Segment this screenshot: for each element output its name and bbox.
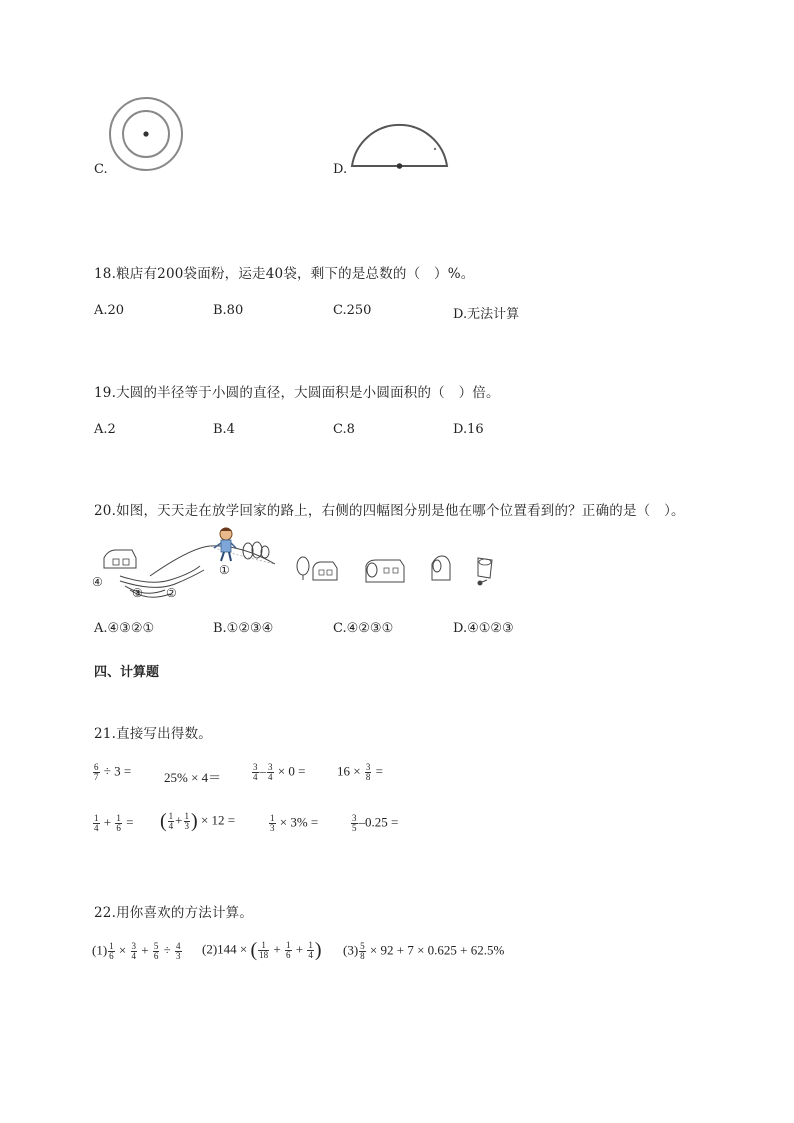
question-22: 22.用你喜欢的方法计算。 [94,905,254,921]
q20-option-a[interactable]: A.④③②① [94,621,155,636]
question-21: 21.直接写出得数。 [94,726,212,742]
q21-expr-5: $\frac{1}{4}$ + $\frac{1}{6}$ = [94,813,134,833]
question-20: 20.如图，天天走在放学回家的路上，右侧的四幅图分别是他在哪个位置看到的？正确的是（ ）。 [94,503,685,519]
view-image-4 [472,554,498,588]
concentric-circles-figure [108,97,184,173]
q20-option-d[interactable]: D.④①②③ [453,621,514,636]
q18-option-a[interactable]: A.20 [94,303,125,318]
q21-expr-3: $\frac{3}{4}$ – $\frac{3}{4}$ × 0 = [253,762,306,782]
semicircle-figure [350,115,450,171]
option-d-label[interactable]: D. [333,162,348,177]
q21-expr-7: $\frac{1}{3}$ × 3% = [270,813,319,833]
q20-option-b[interactable]: B.①②③④ [213,621,274,636]
q19-option-b[interactable]: B.4 [213,422,235,437]
position-label-4: ④ [92,575,103,589]
position-label-1: ① [219,563,230,577]
q19-option-c[interactable]: C.8 [333,422,355,437]
q18-option-c[interactable]: C.250 [333,303,372,318]
q19-option-a[interactable]: A.2 [94,422,116,437]
question-19: 19.大圆的半径等于小圆的直径，大圆面积是小圆面积的（ ）倍。 [94,385,500,401]
q21-expr-8: $\frac{3}{5}$ –0.25 = [352,813,399,833]
q22-problem-1: (1) $\frac{1}{6}$ × $\frac{3}{4}$ + $\frac{5}{6}$ ÷ $\frac{4}{3}$ [92,941,181,961]
q21-expr-1: $\frac{6}{7}$ ÷ 3 = [94,762,132,782]
section-title: 四、计算题 [94,665,160,680]
q22-problem-2: (2)144 × ( $\frac{1}{18}$ + $\frac{1}{6}$ + $\frac{1}{4}$ ) [202,939,322,961]
q18-option-d[interactable]: D.无法计算 [453,307,520,322]
path-scene-illustration [90,524,285,604]
question-18: 18.粮店有200袋面粉，运走40袋，剩下的是总数的（ ）%。 [94,266,475,282]
view-image-2 [360,554,410,586]
view-image-1 [293,552,343,584]
q20-option-c[interactable]: C.④②③① [333,621,394,636]
q22-problem-3: (3) $\frac{5}{8}$ × 92 + 7 × 0.625 + 62.5% [343,941,505,961]
q21-expr-6: ( $\frac{1}{4}$ + $\frac{1}{3}$ ) × 12 = [160,810,236,832]
q18-option-b[interactable]: B.80 [213,303,244,318]
position-label-3: ③ [132,586,143,600]
position-label-2: ② [166,586,177,600]
option-c-label[interactable]: C. [94,162,108,177]
view-image-3 [428,552,454,584]
q21-expr-4: 16 × $\frac{3}{8}$ = [337,762,383,782]
q21-expr-2: 25% × 4＝ [164,770,222,785]
q19-option-d[interactable]: D.16 [453,422,484,437]
